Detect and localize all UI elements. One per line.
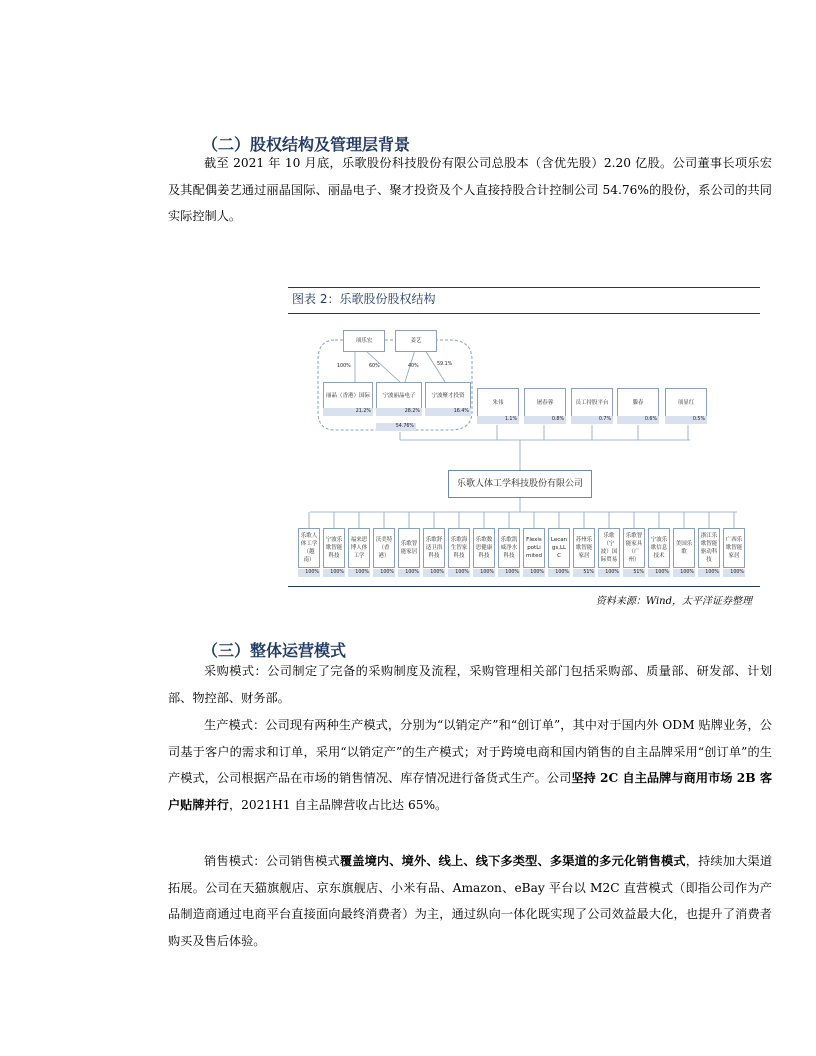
subsidiary-box: 乐歌智能家居 — [398, 528, 420, 568]
controller-box: 姜艺 — [395, 330, 437, 352]
subsidiary-pct: 100% — [598, 569, 620, 577]
subsidiary-box: 乐歌数思健康科技 — [473, 528, 495, 568]
shareholder-box: 朱伟 — [477, 388, 519, 417]
holding-pct: 16.4% — [425, 408, 471, 416]
subsidiary-pct: 100% — [723, 569, 745, 577]
subsidiary-box: 乐歌舒适卫浴科技 — [423, 528, 445, 568]
shareholder-pct: 0.6% — [617, 416, 659, 424]
subsidiary-box: 乐歌人体工学（越南） — [298, 528, 320, 568]
subsidiary-box: 乐歌（宁波）国际贸易 — [598, 528, 620, 568]
figure-source: 资料来源：Wind，太平洋证券整理 — [595, 596, 752, 607]
edge-label: 60% — [369, 364, 380, 369]
subsidiary-box: 宁波乐歌智能科技 — [323, 528, 345, 568]
subsidiary-pct: 51% — [573, 569, 595, 577]
controller-box: 项乐宏 — [343, 330, 385, 352]
subsidiary-pct: 100% — [548, 569, 570, 577]
subsidiary-pct: 100% — [373, 569, 395, 577]
shareholder-pct: 0.8% — [524, 416, 566, 424]
subsidiary-pct: 100% — [448, 569, 470, 577]
subsidiary-pct: 100% — [648, 569, 670, 577]
paragraph-equity: 截至 2021 年 10 月底，乐歌股份科技股份有限公司总股本（含优先股）2.20 亿股。公司董事长项乐宏及其配偶姜艺通过丽晶国际、丽晶电子、聚才投资及个人直接持股合计控制公司 54.76%的股份，系公司的共同实际控制人。 — [168, 156, 772, 223]
subsidiary-pct: 100% — [498, 569, 520, 577]
shareholder-box: 项显红 — [665, 388, 707, 417]
company-box: 乐歌人体工学科技股份有限公司 — [448, 470, 592, 498]
shareholder-pct: 0.5% — [665, 416, 707, 424]
edge-label: 100% — [337, 364, 351, 369]
paragraph-production: 生产模式：公司现有两种生产模式，分别为“以销定产”和“创订单”，其中对于国内外 ODM 贴牌业务，公司基于客户的需求和订单，采用“以销定产”的生产模式；对于跨境电商和国内销售的自主品牌采用“创订单”的生产模式，公司根据产品在市场的销售情况、库存情况进行备货式生产。公司坚持 2C 自主品牌与商用市场 2B 客户贴牌并行，2021H1 自主品牌营收占比达 65%。 — [168, 718, 773, 812]
subsidiary-pct: 100% — [298, 569, 320, 577]
shareholder-pct: 0.7% — [571, 416, 613, 424]
holding-company: 宁波聚才投资 — [425, 382, 471, 409]
emphasis-2c-2b: 坚持 2C 自主品牌与商用市场 2B 客户贴牌并行 — [168, 771, 773, 812]
holding-company: 丽晶（香港）国际 — [323, 382, 373, 409]
subsidiary-pct: 100% — [673, 569, 695, 577]
subsidiary-box: 宁波乐歌信息技术 — [648, 528, 670, 568]
holding-company: 宁波丽晶电子 — [376, 382, 422, 409]
figure-bottom-rule — [288, 586, 760, 587]
subsidiary-box: 乐歌智能家具（广州） — [623, 528, 645, 568]
section-heading-operations: （三）整体运营模式 — [202, 641, 347, 660]
section-heading-equity: （二）股权结构及管理层背景 — [202, 135, 411, 154]
subsidiary-pct: 100% — [348, 569, 370, 577]
subsidiary-box: 广西乐歌智能家居 — [723, 528, 745, 568]
shareholder-box: 员工持股平台 — [571, 388, 613, 417]
group-total-pct: 54.76% — [376, 423, 416, 431]
shareholder-box: 滕春 — [617, 388, 659, 417]
paragraph-procurement: 采购模式：公司制定了完备的采购制度及流程，采购管理相关部门包括采购部、质量部、研发部、计划部、物控部、财务部。 — [168, 664, 772, 705]
subsidiary-box: 美国乐歌 — [673, 528, 695, 568]
subsidiary-box: 苏州乐歌智能家居 — [573, 528, 595, 568]
subsidiary-pct: 100% — [473, 569, 495, 577]
subsidiary-pct: 100% — [398, 569, 420, 577]
holding-pct: 21.2% — [323, 408, 373, 416]
subsidiary-box: 福来思博人体工学 — [348, 528, 370, 568]
subsidiary-box: 乐歌凯威净水科技 — [498, 528, 520, 568]
subsidiary-box: 乐歌海生智家科技 — [448, 528, 470, 568]
subsidiary-box: Lecangs,LLC — [548, 528, 570, 568]
paragraph-sales: 销售模式：公司销售模式覆盖境内、境外、线上、线下多类型、多渠道的多元化销售模式，持续加大渠道拓展。公司在天猫旗舰店、京东旗舰店、小米有品、Amazon、eBay 平台以 M2C 直营模式（即指公司作为产品制造商通过电商平台直接面向最终消费者）为主，通过纵向一体化既实现了公司效益最大化，也提升了消费者购买及售后体验。 — [168, 854, 773, 948]
subsidiary-box: 浙江乐歌智能驱动科技 — [698, 528, 720, 568]
subsidiary-pct: 100% — [423, 569, 445, 577]
subsidiary-pct: 51% — [623, 569, 645, 577]
edge-label: 40% — [408, 364, 419, 369]
shareholder-box: 屠春蓉 — [524, 388, 566, 417]
emphasis-sales-model: 覆盖境内、境外、线上、线下多类型、多渠道的多元化销售模式 — [339, 854, 686, 868]
subsidiary-box: 沃美特（香港） — [373, 528, 395, 568]
figure-title: 图表 2：乐歌股份股权结构 — [292, 292, 436, 306]
subsidiary-pct: 100% — [698, 569, 720, 577]
shareholder-pct: 1.1% — [477, 416, 519, 424]
holding-pct: 28.2% — [376, 408, 422, 416]
edge-label: 59.1% — [437, 362, 453, 367]
subsidiary-box: FlexispotLimited — [523, 528, 545, 568]
subsidiary-pct: 100% — [323, 569, 345, 577]
subsidiary-pct: 100% — [523, 569, 545, 577]
